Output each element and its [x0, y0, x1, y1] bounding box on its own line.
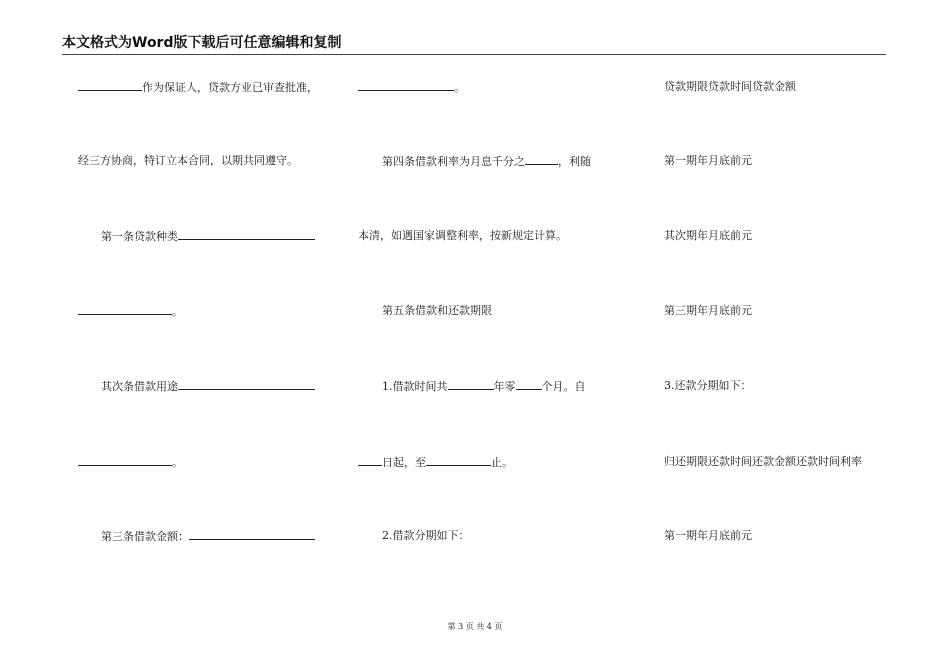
left-column-line: [101, 529, 315, 544]
left-column-line: [78, 80, 318, 95]
line-text: 第三条借款金额：: [101, 530, 189, 543]
fill-in-blank[interactable]: [448, 379, 494, 390]
line-text: 3.还款分期如下：: [664, 379, 752, 392]
fill-in-blank[interactable]: [178, 229, 315, 240]
right-column-line: [664, 80, 796, 94]
line-text: 日起，至: [382, 456, 426, 469]
left-column-line: [101, 379, 315, 394]
fill-in-blank[interactable]: [189, 529, 315, 540]
fill-in-blank[interactable]: [358, 455, 382, 466]
line-text: 贷款期限贷款时间贷款金额: [664, 80, 796, 93]
middle-column-line: [382, 379, 586, 394]
middle-column-line: [358, 229, 567, 243]
middle-column-line: [358, 455, 513, 470]
right-column-line: [664, 304, 752, 318]
right-column-line: [664, 379, 752, 393]
fill-in-blank[interactable]: [516, 379, 542, 390]
middle-column-line: [382, 529, 470, 543]
line-text: 作为保证人，贷款方业已审查批准，: [142, 81, 318, 94]
right-column-line: [664, 154, 752, 168]
middle-column-line: [358, 80, 465, 95]
line-text: 归还期限还款时间还款金额还款时间利率: [664, 455, 862, 468]
line-text: 。: [172, 456, 183, 469]
line-text: ，利随: [558, 155, 591, 168]
fill-in-blank[interactable]: [78, 455, 172, 466]
line-text: 第一条贷款种类: [101, 230, 178, 243]
line-text: 第五条借款和还款期限: [382, 304, 492, 317]
line-text: 第三期年月底前元: [664, 304, 752, 317]
line-text: 其次期年月底前元: [664, 229, 752, 242]
line-text: 本清，如遇国家调整利率，按新规定计算。: [358, 229, 567, 242]
left-column-line: [101, 229, 315, 244]
fill-in-blank[interactable]: [426, 455, 491, 466]
line-text: 其次条借款用途: [101, 380, 178, 393]
left-column-line: [78, 455, 183, 470]
line-text: 2.借款分期如下：: [382, 529, 470, 542]
right-column-line: [664, 455, 862, 469]
right-column-line: [664, 229, 752, 243]
line-text: 1.借款时间共: [382, 380, 448, 393]
line-text: 。: [454, 81, 465, 94]
left-column-line: [78, 154, 298, 168]
fill-in-blank[interactable]: [78, 80, 142, 91]
line-text: 止。: [491, 456, 513, 469]
fill-in-blank[interactable]: [358, 80, 454, 91]
page-number: 第 3 页 共 4 页: [447, 622, 503, 631]
line-text: 第一期年月底前元: [664, 154, 752, 167]
fill-in-blank[interactable]: [525, 154, 558, 165]
line-text: 年零: [493, 380, 516, 393]
line-text: 。: [172, 305, 183, 318]
line-text: 第一期年月底前元: [664, 529, 752, 542]
line-text: 经三方协商，特订立本合同，以期共同遵守。: [78, 154, 298, 167]
line-text: 第四条借款利率为月息千分之: [382, 155, 525, 168]
left-column-line: [78, 304, 183, 319]
document-header-title: 本文格式为Word版下载后可任意编辑和复制: [62, 34, 886, 55]
middle-column-line: [382, 154, 591, 169]
right-column-line: [664, 529, 752, 543]
middle-column-line: [382, 304, 492, 318]
fill-in-blank[interactable]: [78, 304, 172, 315]
line-text: 个月。自: [541, 380, 586, 393]
fill-in-blank[interactable]: [178, 379, 315, 390]
